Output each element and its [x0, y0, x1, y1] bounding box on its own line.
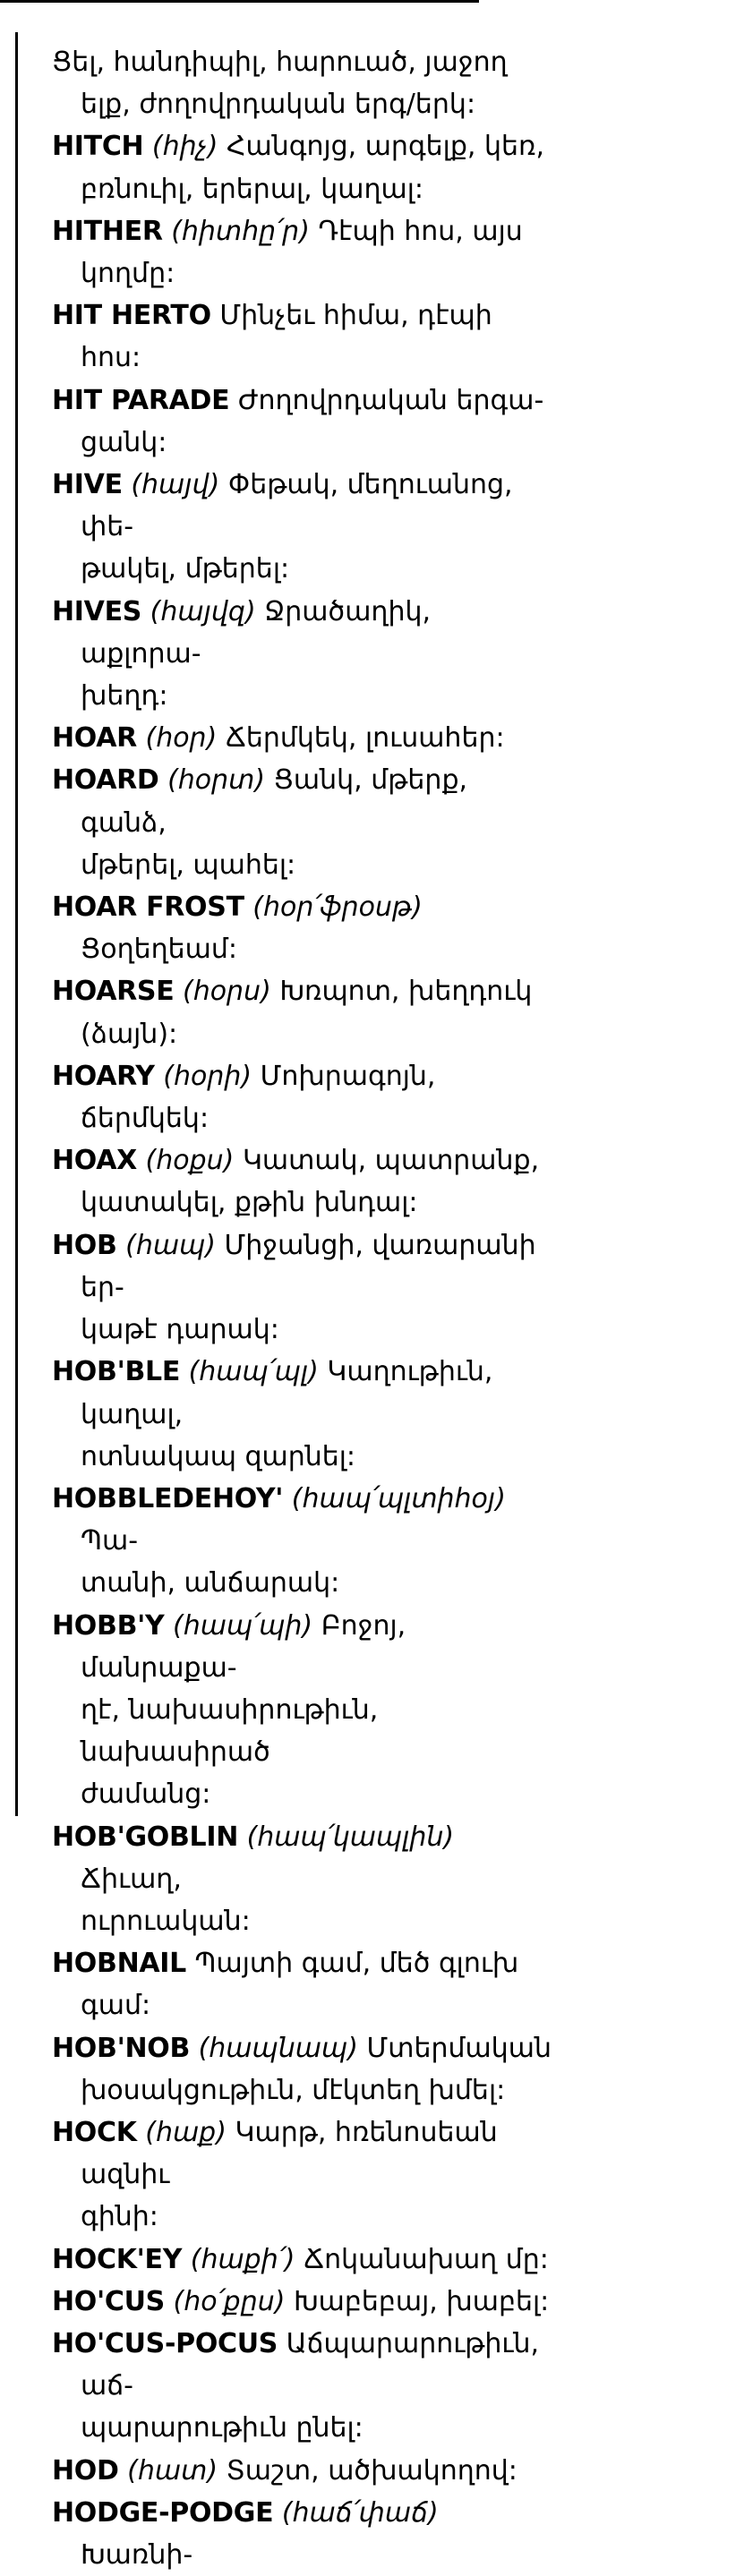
entry-pronunciation: (հիչ) — [151, 131, 218, 163]
entry-definition-line: Մոխրագոյն, ճերմկեկ: — [81, 1060, 436, 1135]
entry-pronunciation: (հապ՛պլտիհօյ) — [291, 1482, 506, 1514]
entry-definition-line: Դէպի հոս, այս — [318, 215, 523, 247]
entry-definition-line: Փեթակ, մեղուանոց, փե- — [81, 469, 513, 543]
entry-definition-line: բռնուիլ, երերալ, կաղալ: — [81, 173, 423, 205]
entry-headword: HOAX — [52, 1145, 137, 1177]
entry-definition-line: Ցել, հանդիպիլ, հարուած, յաջող — [52, 47, 508, 78]
entry-definition-line: Պա- — [81, 1525, 139, 1557]
entry-headword: HOD — [52, 2454, 119, 2486]
entry-pronunciation: (հօր) — [145, 722, 218, 755]
entry-definition-line: Մինչեւ հիմա, դէպի հոս: — [81, 300, 492, 374]
entry-definition-line: Կարթ, հռենոսեան ազնիւ — [81, 2116, 498, 2191]
dictionary-entry — [52, 41, 553, 125]
entry-headword: HOB — [52, 1229, 117, 1261]
entry-definition-line: թակել, մթերել: — [81, 553, 290, 585]
entry-definition-line: ժամանց: — [81, 1778, 211, 1811]
dictionary-entry — [52, 717, 553, 759]
entry-definition-line: կողմը: — [81, 258, 175, 290]
entry-headword: HO'CUS — [52, 2285, 165, 2317]
entry-definition-line: գամ: — [81, 1990, 151, 2022]
entry-definition-line: ոտնակապ զարնել: — [81, 1440, 356, 1472]
entry-headword: HODGE-PODGE — [52, 2496, 274, 2529]
entry-definition-line: Խռպոտ, խեղդուկ — [279, 976, 533, 1008]
entry-pronunciation: (հայվզ) — [150, 595, 256, 627]
entry-headword: HOB'GOBLIN — [52, 1821, 239, 1853]
entry-headword: HOBNAIL — [52, 1948, 186, 1980]
entry-pronunciation: (հայվ) — [131, 469, 220, 501]
entry-definition-line: պարարութիւն ընել: — [81, 2412, 363, 2444]
entry-definition-line: Միջանցի, վառարանի եր- — [81, 1229, 536, 1303]
entry-definition-line: Ճերմկեկ, լուսահեր: — [225, 722, 505, 755]
dictionary-entry — [52, 380, 553, 464]
entry-headword: HITHER — [52, 215, 163, 247]
dictionary-entry — [52, 210, 553, 294]
entry-headword: HOARSE — [52, 976, 175, 1008]
dictionary-entry — [52, 2111, 553, 2239]
entry-pronunciation: (հապ) — [125, 1229, 216, 1261]
top-rule — [0, 0, 479, 3]
dictionary-entry — [52, 1139, 553, 1224]
entry-headword: HOCK'EY — [52, 2243, 183, 2275]
entry-definition-line: գինի: — [81, 2201, 158, 2233]
entry-headword: HO'CUS-POCUS — [52, 2327, 278, 2359]
entry-definition-line: Ճիւաղ, — [81, 1863, 182, 1895]
entry-definition-line: Աճպարարութիւն, աճ- — [81, 2327, 540, 2402]
dictionary-entry — [52, 464, 553, 591]
entry-pronunciation: (հատ) — [127, 2454, 218, 2486]
entry-pronunciation: (հօր՛ֆրօսթ) — [252, 891, 423, 924]
entry-pronunciation: (հիտհը՛ր) — [171, 215, 310, 247]
entry-definition-line: կաթէ դարակ: — [81, 1314, 279, 1346]
entry-definition-line: Տաշտ, ածխակողով: — [226, 2454, 517, 2486]
entry-pronunciation: (հաք) — [145, 2116, 227, 2148]
entry-pronunciation: (հօ՛քըս) — [173, 2285, 286, 2317]
dictionary-entry — [52, 591, 553, 718]
entry-definition-line: Ջրածաղիկ, աքլորա- — [81, 595, 432, 670]
dictionary-entry — [52, 294, 553, 379]
entry-headword: HOARD — [52, 764, 159, 797]
entry-definition-line: Պայտի գամ, մեծ գլուխ — [194, 1948, 519, 1980]
entry-pronunciation: (հօրի) — [163, 1060, 252, 1092]
column-rule — [15, 32, 18, 1816]
entry-headword: HOCK — [52, 2116, 137, 2148]
entry-pronunciation: (հապ՛պլ) — [188, 1356, 319, 1388]
dictionary-entry — [52, 2492, 553, 2576]
entry-definition-line: Ցօղեղեամ: — [81, 934, 238, 966]
dictionary-entry — [52, 1351, 553, 1478]
dictionary-entry — [52, 2450, 553, 2492]
dictionary-entry — [52, 2027, 553, 2111]
entry-definition-line: խեղդ: — [81, 680, 168, 712]
entry-pronunciation: (հապ՛պի) — [173, 1609, 313, 1642]
entry-definition-line: Խաբեբայ, խաբել: — [294, 2285, 550, 2317]
entry-headword: HIVE — [52, 469, 123, 501]
dictionary-entry — [52, 1055, 553, 1139]
entry-headword: HOB'NOB — [52, 2032, 191, 2064]
entry-headword: HOAR — [52, 722, 137, 755]
entry-definition-line: Կատակ, պատրանք, — [242, 1145, 540, 1177]
dictionary-entry — [52, 1605, 553, 1816]
dictionary-entry — [52, 2281, 553, 2323]
entry-definition-line: ուրուական: — [81, 1905, 251, 1937]
entry-definition-line: խօսակցութիւն, մէկտեղ խմել: — [81, 2074, 506, 2106]
entry-definition-line: Կաղութիւն, կաղալ, — [81, 1356, 493, 1430]
dictionary-entry — [52, 125, 553, 209]
entry-definition-line: կատակել, քթին խնդալ: — [81, 1187, 418, 1219]
entry-headword: HOARY — [52, 1060, 155, 1092]
entry-pronunciation: (հաճ՛փաճ) — [281, 2496, 439, 2529]
dictionary-entry — [52, 1478, 553, 1605]
entry-pronunciation: (հաքի՛) — [190, 2243, 295, 2275]
dictionary-entry — [52, 970, 553, 1054]
entry-definition-line: ելք, ժողովրդական երգ/երկ: — [81, 89, 476, 121]
dictionary-entry — [52, 1942, 553, 2026]
entry-definition-line: տանի, անճարակ: — [81, 1567, 340, 1599]
entry-definition-line: Ճոկանախաղ մը: — [304, 2243, 549, 2275]
entry-headword: HOAR FROST — [52, 891, 244, 924]
entry-definition-line: Խառնի- — [81, 2538, 193, 2571]
dictionary-entry — [52, 2323, 553, 2450]
dictionary-entry — [52, 1816, 553, 1943]
entry-definition-line: մթերել, պահել: — [81, 849, 296, 881]
dictionary-entry — [52, 886, 553, 970]
entry-headword: HIT HERTO — [52, 300, 211, 332]
entry-headword: HOBB'Y — [52, 1609, 165, 1642]
entry-headword: HITCH — [52, 131, 144, 163]
entry-pronunciation: (հապ՛կապլին) — [246, 1821, 455, 1853]
entry-definition-line: (ձայն): — [81, 1018, 178, 1050]
entry-definition-line: ցանկ: — [81, 426, 167, 458]
dictionary-entry — [52, 2239, 553, 2281]
entry-definition-line: ղէ, նախասիրութիւն, նախասիրած — [81, 1693, 379, 1769]
entry-headword: HOB'BLE — [52, 1356, 181, 1388]
entry-definition-line: Հանգոյց, արգելք, կեռ, — [227, 131, 545, 163]
dictionary-column — [52, 41, 553, 2576]
entry-pronunciation: (հօրս) — [182, 976, 271, 1008]
entry-definition-line: Ցանկ, մթերք, գանձ, — [81, 764, 468, 839]
dictionary-entry — [52, 759, 553, 886]
entry-headword: HIT PARADE — [52, 384, 230, 416]
entry-pronunciation: (հապնապ) — [198, 2032, 358, 2064]
dictionary-entry — [52, 1224, 553, 1352]
entry-headword: HOBBLEDEHOY' — [52, 1482, 284, 1514]
entry-definition-line: Մտերմական — [366, 2032, 552, 2064]
entry-pronunciation: (հօրտ) — [167, 764, 266, 797]
entry-headword: HIVES — [52, 595, 142, 627]
entry-pronunciation: (հօքս) — [145, 1145, 235, 1177]
entry-definition-line: Ժողովրդական երգա- — [237, 384, 544, 416]
entry-definition-line: Բոջոյ, մանրաքա- — [81, 1609, 406, 1684]
